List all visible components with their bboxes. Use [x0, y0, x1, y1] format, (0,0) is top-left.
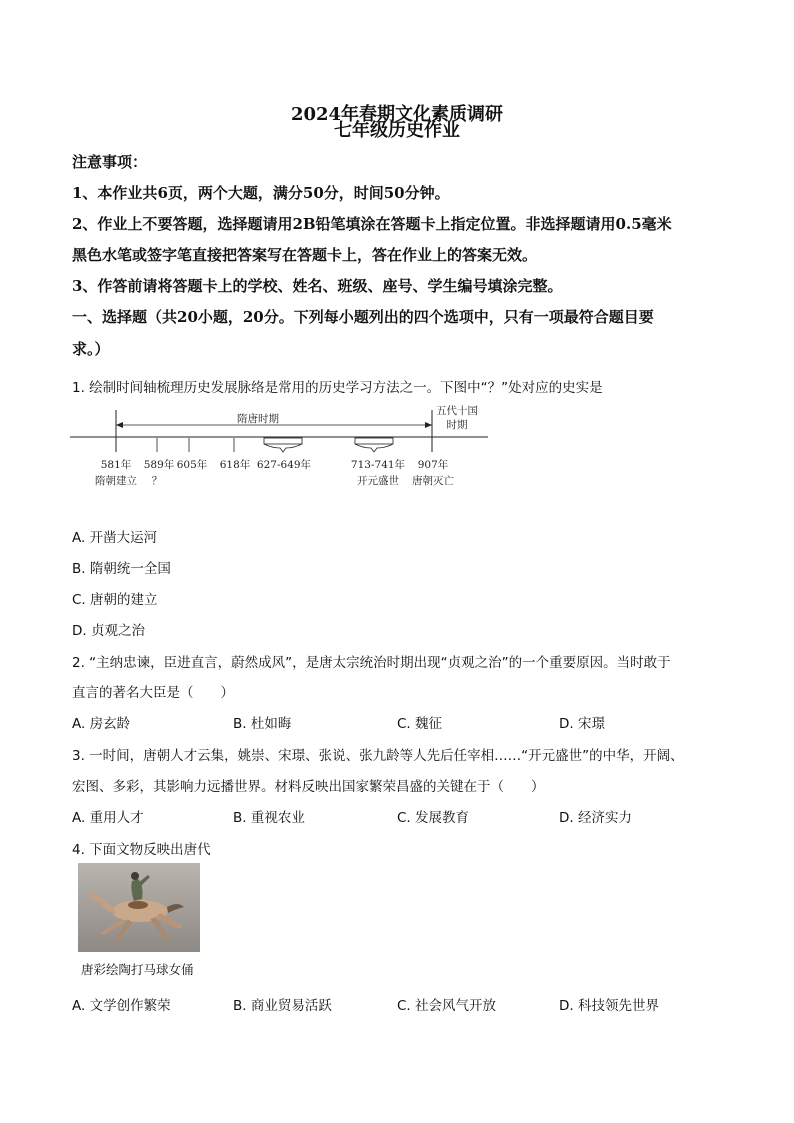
notes-heading: 注意事项： [72, 153, 148, 171]
section-heading-line-1: 一、选择题（共20小题，20分。下列每小题列出的四个选项中，只有一项最符合题目要 [72, 308, 654, 326]
tick-note-2: ？ [151, 475, 163, 487]
notes-item-2-line-2: 黑色水笔或签字笔直接把答案写在答题卡上，答在作业上的答案无效。 [72, 246, 538, 264]
tick-year-4: 618年 [219, 459, 251, 471]
question-1-option-b: B. 隋朝统一全国 [72, 561, 171, 577]
tick-year-1: 581年 [100, 459, 132, 471]
notes-item-2-line-1: 2、作业上不要答题，选择题请用2B铅笔填涂在答题卡上指定位置。非选择题请用0.5毫米 [72, 215, 672, 233]
tick-note-7: 唐朝灭亡 [412, 475, 454, 487]
period-arrow-left [116, 422, 123, 428]
question-4-stem: 4. 下面文物反映出唐代 [72, 842, 211, 858]
section-heading-line-2: 求。） [72, 340, 110, 358]
tick-year-2: 589年 [143, 459, 175, 471]
question-3-option-d: D. 经济实力 [559, 810, 632, 826]
brace-713-741 [355, 444, 393, 452]
artifact-image [78, 863, 200, 952]
after-period-label-2: 时期 [446, 419, 468, 431]
question-4-option-b: B. 商业贸易活跃 [233, 998, 332, 1014]
rider-head [131, 872, 139, 880]
notes-item-3: 3、作答前请将答题卡上的学校、姓名、班级、座号、学生编号填涂完整。 [72, 277, 563, 295]
artifact-caption: 唐彩绘陶打马球女俑 [81, 962, 194, 977]
question-2-option-b: B. 杜如晦 [233, 716, 292, 732]
question-1-option-a: A. 开凿大运河 [72, 530, 158, 546]
tick-year-6: 713-741年 [350, 459, 406, 471]
bracket-713-741 [355, 438, 393, 444]
after-period-label-1: 五代十国 [436, 405, 478, 417]
question-1-stem: 1. 绘制时间轴梳理历史发展脉络是常用的历史学习方法之一。下图中“？”处对应的史实是 [72, 380, 603, 396]
question-4-option-a: A. 文学创作繁荣 [72, 998, 171, 1014]
notes-item-1: 1、本作业共6页，两个大题，满分50分，时间50分钟。 [72, 184, 450, 202]
timeline-figure [68, 400, 498, 492]
question-3-option-c: C. 发展教育 [397, 810, 470, 826]
bracket-627-649 [264, 438, 302, 444]
brace-627-649 [264, 444, 302, 452]
question-4-option-d: D. 科技领先世界 [559, 998, 659, 1014]
question-3-stem-line-1: 3. 一时间，唐朝人才云集，姚崇、宋璟、张说、张九龄等人先后任宰相……“开元盛世”的中华，开阔、 [72, 748, 684, 764]
question-2-stem-line-1: 2. “主纳忠谏，臣进直言，蔚然成风”，是唐太宗统治时期出现“贞观之治”的一个重要原因。当时敢于 [72, 655, 671, 671]
period-arrow-right [425, 422, 432, 428]
page-title: 2024年春期文化素质调研 [290, 104, 504, 125]
page-subtitle: 七年级历史作业 [334, 120, 460, 141]
question-2-stem-line-2: 直言的著名大臣是（ ） [72, 685, 234, 701]
saddle [128, 901, 148, 909]
question-2-option-a: A. 房玄龄 [72, 716, 131, 732]
tick-year-3: 605年 [176, 459, 208, 471]
tick-year-5: 627-649年 [256, 459, 312, 471]
question-4-option-c: C. 社会风气开放 [397, 998, 497, 1014]
question-2-option-d: D. 宋璟 [559, 716, 605, 732]
question-1-option-c: C. 唐朝的建立 [72, 592, 158, 608]
question-3-option-a: A. 重用人才 [72, 810, 144, 826]
tick-year-7: 907年 [417, 459, 449, 471]
question-3-stem-line-2: 宏图、多彩，其影响力远播世界。材料反映出国家繁荣昌盛的关键在于（ ） [72, 779, 545, 795]
question-3-option-b: B. 重视农业 [233, 810, 305, 826]
tick-note-6: 开元盛世 [357, 475, 399, 487]
question-2-option-c: C. 魏征 [397, 716, 443, 732]
period-label: 隋唐时期 [237, 413, 279, 425]
question-1-option-d: D. 贞观之治 [72, 623, 145, 639]
tick-note-1: 隋朝建立 [95, 475, 137, 487]
